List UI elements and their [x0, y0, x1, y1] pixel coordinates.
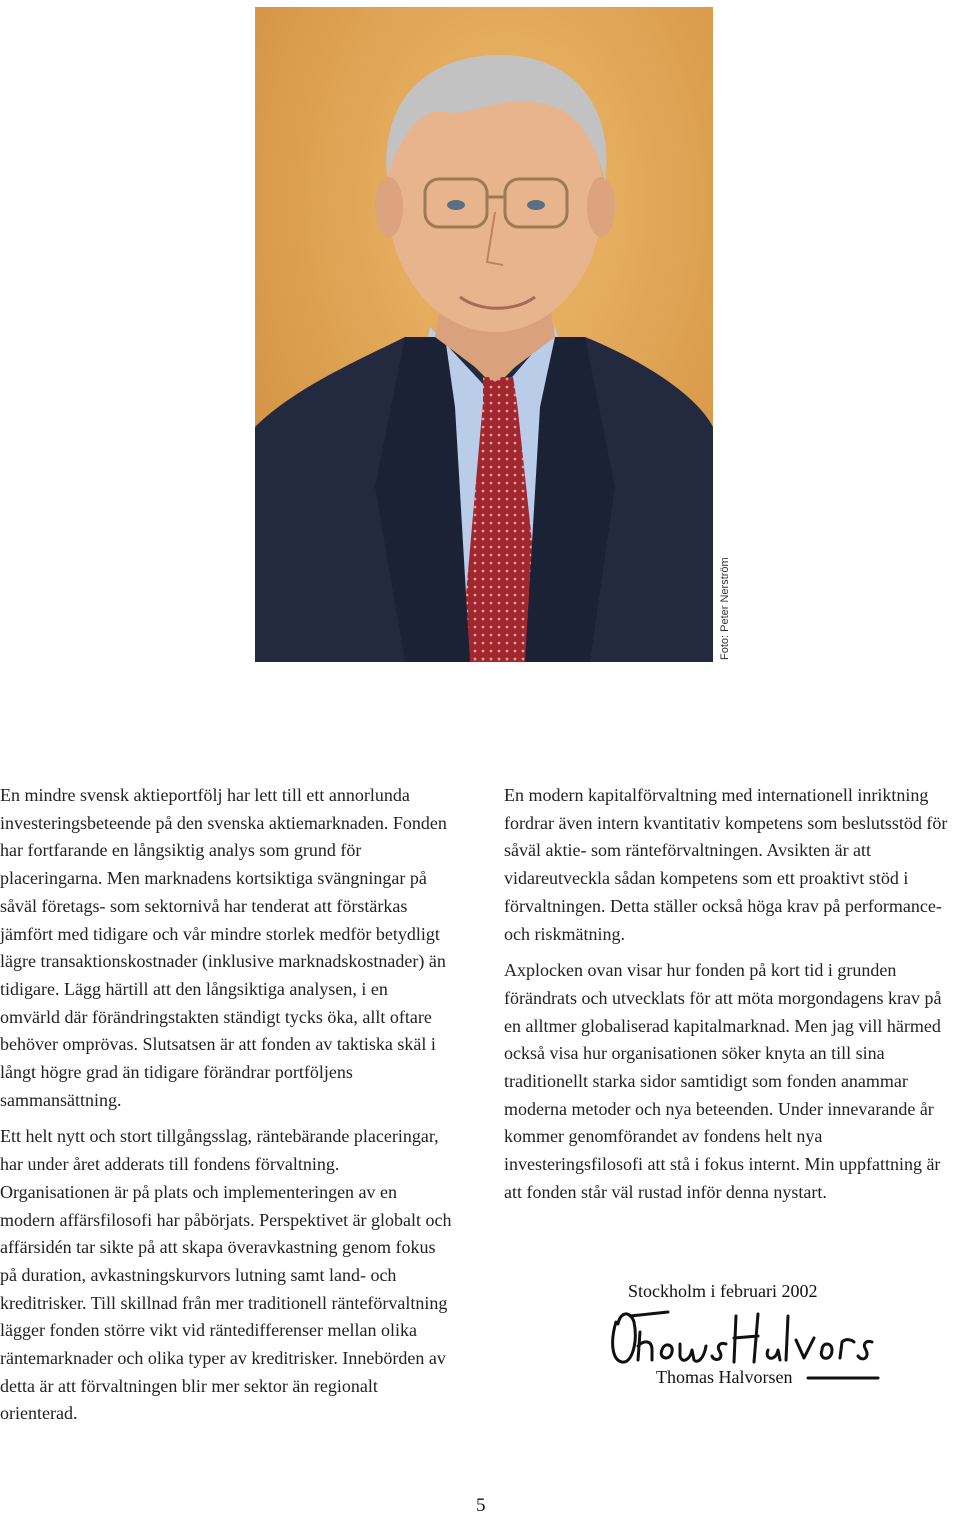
right-column: [504, 782, 960, 1216]
paragraph: En mindre svensk aktieportfölj har lett till ett annorlunda investeringsbeteende på den svenska aktiemarknaden. Fonden har fortfarande en långsiktig analys som grund för placeringarna. Men marknadens kortsiktiga svängningar på såväl företags- som sektornivå har tenderat att förstärkas jämfört med tidigare och vår mindre storlek medför betydligt lägre transaktionskostnader (inklusive marknadskostnader) än tidigare. Lägg härtill att den långsiktiga analysen, i en omvärld där förändringstakten ständigt tycks öka, allt oftare behöver omprövas. Slutsatsen är att fonden av taktiska skäl i långt högre grad än tidigare förändrar portföljens sammansättning.: [0, 785, 447, 1110]
photo-credit: Foto: Peter Nerström: [719, 557, 731, 660]
paragraph: Axplocken ovan visar hur fonden på kort tid i grunden förändrats och utvecklats för att möta morgondagens krav på en alltmer globaliserad kapitalmarknad. Men jag vill härmed också visa hur organisationen söker knyta an till sina traditionellt starka sidor samtidigt som fonden anammar moderna metoder och nya beteenden. Under innevarande år kommer genomförandet av fondens helt nya investeringsfilosofi att stå i fokus internt. Min uppfattning är att fonden står väl rustad inför denna nystart.: [504, 960, 942, 1202]
paragraph: Ett helt nytt och stort tillgångsslag, räntebärande placeringar, har under året adderats till fondens förvaltning. Organisationen är på plats och implementeringen av en modern affärsfilosofi har påbörjats. Perspektivet är globalt och affärsidén tar sikte på att skapa överavkastning genom fokus på duration, avkastningskurvors lutning samt land- och kreditrisker. Till skillnad från mer traditionell ränteförvaltning lägger fonden större vikt vid räntedifferenser mellan olika räntemarknader och olika typer av kreditrisker. Innebörden av detta är att förvaltningen blir mer sektor än regionalt orienterad.: [0, 1126, 452, 1424]
left-column: [0, 782, 452, 1437]
place-date: Stockholm i februari 2002: [628, 1281, 818, 1301]
portrait-photo: [255, 7, 713, 662]
page-number: 5: [476, 1495, 486, 1516]
signer-name: Thomas Halvorsen: [656, 1367, 793, 1387]
paragraph: En modern kapitalförvaltning med internationell inriktning fordrar även intern kvantitativ kompetens som beslutsstöd för såväl aktie- som ränteförvaltningen. Avsikten är att vidareutveckla sådan kompetens som ett proaktivt stöd i förvaltningen. Detta ställer också höga krav på performance- och riskmätning.: [504, 785, 948, 944]
